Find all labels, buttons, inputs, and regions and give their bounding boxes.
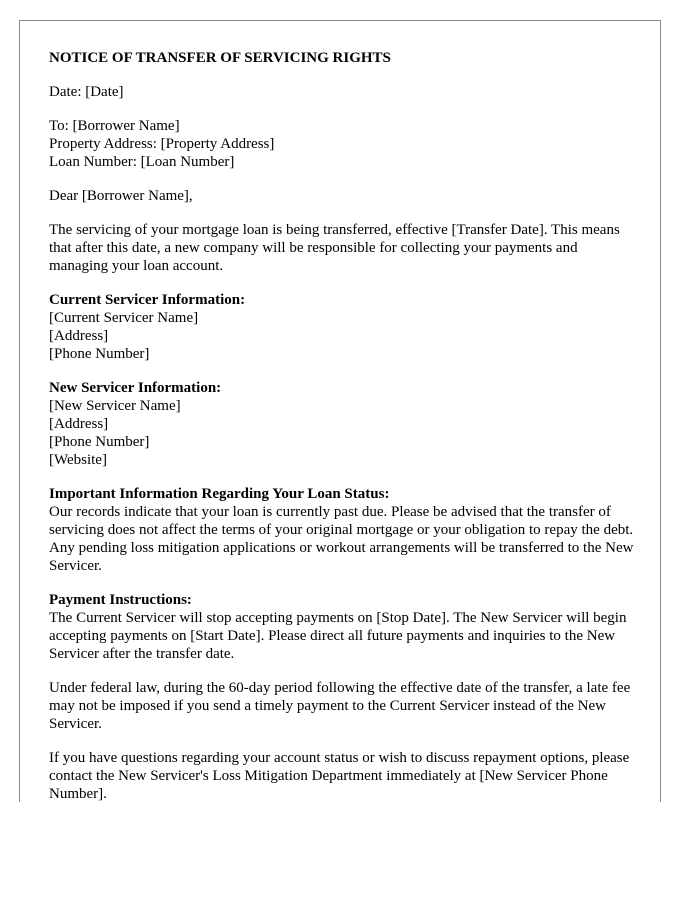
- new-servicer-section: [49, 379, 637, 469]
- new-servicer-address: [Address]: [49, 416, 109, 432]
- new-servicer-name: [New Servicer Name]: [49, 398, 181, 414]
- letter-title: NOTICE OF TRANSFER OF SERVICING RIGHTS: [49, 50, 391, 66]
- current-servicer-name: [Current Servicer Name]: [49, 310, 199, 326]
- intro-paragraph: The servicing of your mortgage loan is being transferred, effective [Transfer Date]. This means that after this date, a new company will be responsible for collecting your payments and managing your loan account.: [49, 222, 620, 274]
- loan-status-body: Our records indicate that your loan is currently past due. Please be advised that the transfer of servicing does not affect the terms of your original mortgage or your obligation to repay the debt. Any pending loss mitigation applications or workout arrangements will be transferred to the New Servicer.: [49, 504, 634, 574]
- recipient-name: To: [Borrower Name]: [49, 118, 180, 134]
- current-servicer-address: [Address]: [49, 328, 109, 344]
- new-servicer-website: [Website]: [49, 452, 107, 468]
- current-servicer-heading: Current Servicer Information:: [49, 292, 246, 308]
- current-servicer-phone: [Phone Number]: [49, 346, 150, 362]
- current-servicer-section: [49, 291, 637, 363]
- property-address: Property Address: [Property Address]: [49, 136, 275, 152]
- new-servicer-phone: [Phone Number]: [49, 434, 150, 450]
- date-line: Date: [Date]: [49, 84, 124, 100]
- salutation: Dear [Borrower Name],: [49, 188, 193, 204]
- questions-paragraph: If you have questions regarding your account status or wish to discuss repayment options, please contact the New Servicer's Loss Mitigation Department immediately at [New Servicer Phone Number].: [49, 750, 630, 802]
- new-servicer-heading: New Servicer Information:: [49, 380, 222, 396]
- recipient-block: [49, 117, 637, 171]
- federal-law-paragraph: Under federal law, during the 60-day period following the effective date of the transfer, a late fee may not be imposed if you send a timely payment to the Current Servicer instead of the New Servicer.: [49, 680, 631, 732]
- payment-body: The Current Servicer will stop accepting payments on [Stop Date]. The New Servicer will begin accepting payments on [Start Date]. Please direct all future payments and inquiries to the New Servicer after the transfer date.: [49, 610, 627, 662]
- payment-heading: Payment Instructions:: [49, 592, 192, 608]
- payment-section: [49, 591, 637, 663]
- letter-page: [19, 20, 661, 802]
- letter-content: [49, 49, 637, 802]
- loan-status-section: [49, 485, 637, 575]
- loan-number: Loan Number: [Loan Number]: [49, 154, 235, 170]
- loan-status-heading: Important Information Regarding Your Loan Status:: [49, 486, 390, 502]
